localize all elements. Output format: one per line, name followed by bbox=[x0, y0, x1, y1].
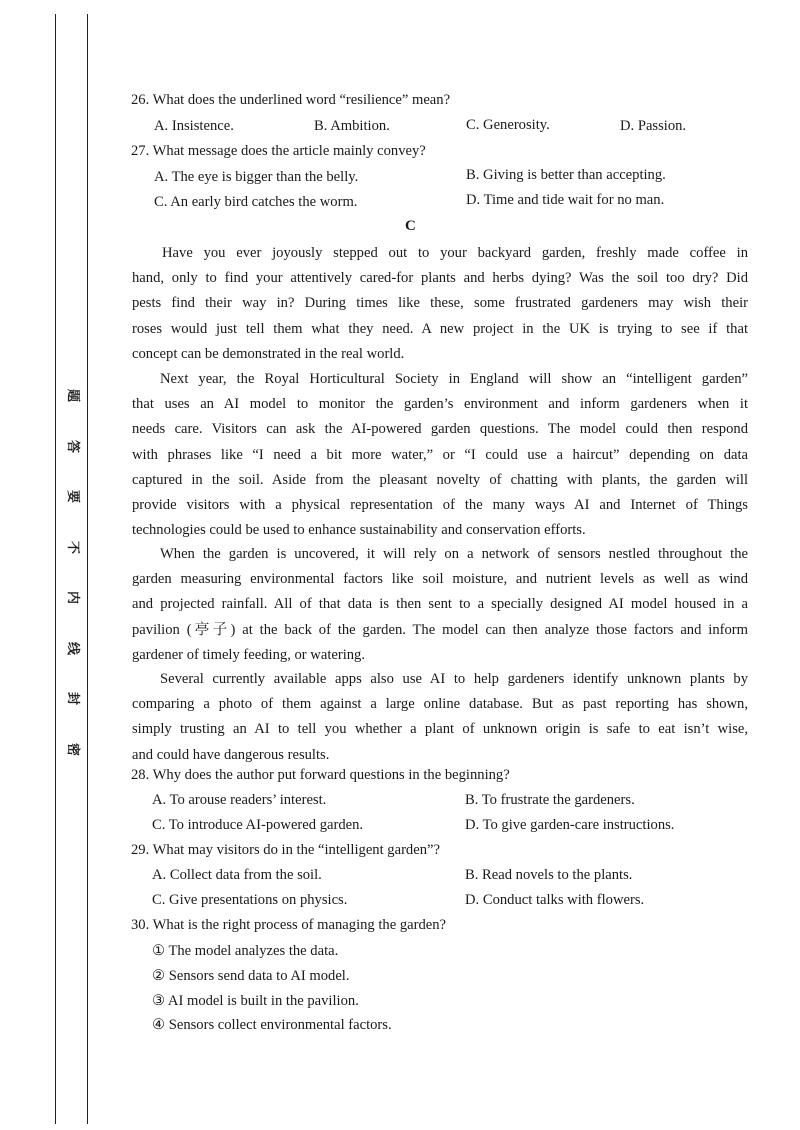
passage-line: Several currently available apps also use AI to help gardeners identify unknown plants by bbox=[160, 671, 748, 687]
passage-paragraph-3 bbox=[132, 542, 748, 668]
question-30-step-3: ③ AI model is built in the pavilion. bbox=[152, 993, 359, 1009]
binding-margin-text bbox=[64, 388, 82, 792]
question-30-step-4: ④ Sensors collect environmental factors. bbox=[152, 1017, 392, 1033]
binding-line-outer bbox=[55, 14, 56, 1124]
question-26-stem: 26. What does the underlined word “resilience” mean? bbox=[131, 92, 451, 108]
question-27-option-d[interactable]: D. Time and tide wait for no man. bbox=[466, 192, 665, 208]
passage-line: concept can be demonstrated in the real world. bbox=[132, 345, 405, 362]
question-26-option-b[interactable]: B. Ambition. bbox=[314, 118, 390, 134]
question-30-stem: 30. What is the right process of managing the garden? bbox=[131, 917, 447, 933]
question-29-stem: 29. What may visitors do in the “intelligent garden”? bbox=[131, 842, 440, 858]
question-26-option-a[interactable]: A. Insistence. bbox=[154, 118, 234, 134]
passage-line: simply trusting an AI to tell you whether a plant of unknown origin is safe to eat isn’t wise, bbox=[132, 721, 748, 738]
passage-line: Next year, the Royal Horticultural Society in England will show an “intelligent garden” bbox=[160, 371, 748, 387]
binding-char: 线 bbox=[65, 641, 81, 655]
question-28-option-c[interactable]: C. To introduce AI-powered garden. bbox=[152, 817, 364, 833]
passage-line: technologies could be used to enhance sustainability and conservation efforts. bbox=[132, 522, 586, 539]
passage-line: gardener of timely feeding, or watering. bbox=[132, 646, 366, 663]
binding-char: 题 bbox=[65, 388, 81, 403]
question-26-option-d[interactable]: D. Passion. bbox=[620, 118, 687, 134]
question-29-option-c[interactable]: C. Give presentations on physics. bbox=[152, 892, 348, 908]
binding-char: 内 bbox=[65, 590, 81, 605]
question-26-option-c[interactable]: C. Generosity. bbox=[466, 117, 550, 133]
passage-line: pavilion (亭子) at the back of the garden. The model can then analyze those factors and inform bbox=[132, 621, 748, 638]
passage-line: garden measuring environmental factors like soil moisture, and nutrient levels as well as wind bbox=[132, 571, 748, 588]
binding-char: 封 bbox=[65, 691, 81, 706]
question-28-stem: 28. Why does the author put forward questions in the beginning? bbox=[131, 767, 510, 783]
binding-char: 密 bbox=[65, 742, 81, 756]
passage-paragraph-4 bbox=[132, 667, 748, 768]
passage-paragraph-2 bbox=[132, 367, 748, 543]
passage-line: captured in the soil. Aside from the pleasant novelty of chatting with plants, the garden will bbox=[132, 471, 748, 488]
passage-line: roses would just tell them what they need. A new project in the UK is trying to see if that bbox=[132, 320, 748, 337]
section-c-label: C bbox=[405, 218, 416, 234]
question-30-step-2: ② Sensors send data to AI model. bbox=[152, 968, 350, 984]
question-28-option-b[interactable]: B. To frustrate the gardeners. bbox=[465, 792, 635, 808]
passage-line: When the garden is uncovered, it will rely on a network of sensors nestled throughout the bbox=[160, 546, 748, 562]
question-28-option-a[interactable]: A. To arouse readers’ interest. bbox=[152, 792, 327, 808]
passage-line: and could have dangerous results. bbox=[132, 746, 330, 763]
passage-line: with phrases like “I need a bit more water,” or “I could use a haircut” depending on data bbox=[132, 446, 748, 463]
question-27-option-a[interactable]: A. The eye is bigger than the belly. bbox=[154, 169, 359, 185]
passage-paragraph-1 bbox=[132, 241, 748, 367]
question-29-option-a[interactable]: A. Collect data from the soil. bbox=[152, 867, 322, 883]
passage-line: hand, only to find your attentively cared-for plants and herbs dying? Was the soil too dry? Did bbox=[132, 270, 748, 287]
passage-line: provide visitors with a physical representation of the many ways AI and Internet of Things bbox=[132, 496, 748, 513]
question-27-stem: 27. What message does the article mainly convey? bbox=[131, 143, 426, 159]
binding-line-inner bbox=[87, 14, 88, 1124]
passage-line: pests find their way in? During times like these, some frustrated gardeners may wish their bbox=[132, 295, 748, 312]
question-27-option-b[interactable]: B. Giving is better than accepting. bbox=[466, 167, 666, 183]
binding-char: 要 bbox=[65, 489, 81, 504]
binding-char: 答 bbox=[65, 439, 81, 453]
question-27-option-c[interactable]: C. An early bird catches the worm. bbox=[154, 194, 358, 210]
passage-line: that uses an AI model to monitor the garden’s environment and inform gardeners when it bbox=[132, 396, 748, 413]
passage-line: needs care. Visitors can ask the AI-powered garden questions. The model could then respond bbox=[132, 421, 748, 438]
question-29-option-d[interactable]: D. Conduct talks with flowers. bbox=[465, 892, 645, 908]
question-30-step-1: ① The model analyzes the data. bbox=[152, 943, 339, 959]
passage-line: and projected rainfall. All of that data is then sent to a specially designed AI model housed in a bbox=[132, 596, 748, 613]
question-29-option-b[interactable]: B. Read novels to the plants. bbox=[465, 867, 633, 883]
question-28-option-d[interactable]: D. To give garden-care instructions. bbox=[465, 817, 675, 833]
passage-line: comparing a photo of them against a large online database. But as past reporting has shown, bbox=[132, 696, 748, 713]
binding-char: 不 bbox=[65, 540, 81, 554]
passage-line: Have you ever joyously stepped out to your backyard garden, freshly made coffee in bbox=[162, 245, 748, 261]
